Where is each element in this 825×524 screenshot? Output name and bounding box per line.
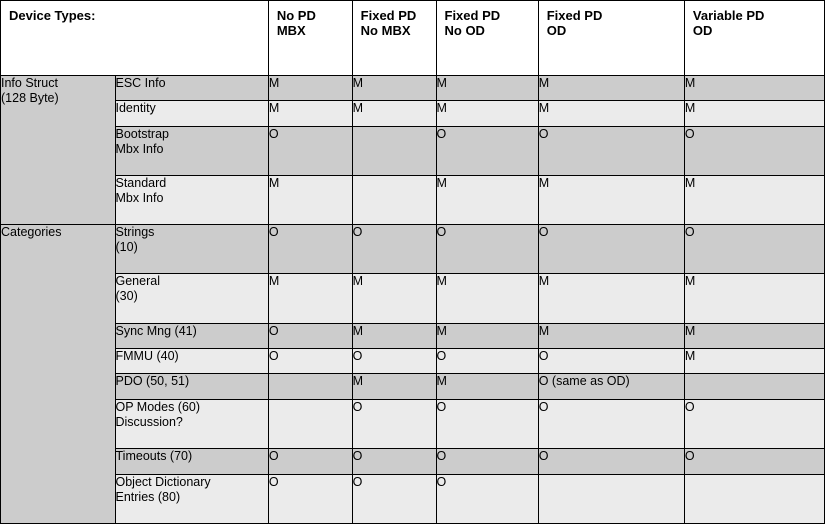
- value-cell: O: [352, 474, 436, 523]
- value-cell: M: [436, 274, 538, 323]
- row-label-line2: Discussion?: [115, 414, 183, 429]
- group-label-line1: Info Struct: [1, 75, 58, 90]
- device-column-header-3-line2: OD: [546, 23, 567, 38]
- value-cell: O: [268, 474, 352, 523]
- value-cell: M: [352, 75, 436, 100]
- table-row: [1, 75, 825, 100]
- row-label-line1: Strings: [115, 225, 155, 240]
- table-row: [1, 349, 825, 374]
- device-column-header-0-line1: No PD: [276, 8, 316, 23]
- value-cell: O: [268, 323, 352, 348]
- value-cell: O: [684, 126, 824, 175]
- value-cell: O: [268, 349, 352, 374]
- group-label-cell-0: [1, 75, 116, 224]
- row-label-cell: [115, 399, 268, 448]
- row-label-line2: (10): [115, 240, 138, 255]
- value-cell: M: [436, 374, 538, 399]
- row-label-line1: Standard: [115, 175, 167, 190]
- value-cell: M: [268, 274, 352, 323]
- value-cell: O: [538, 349, 684, 374]
- row-label-cell: [115, 101, 268, 126]
- device-column-header-4: [684, 1, 824, 76]
- table-row: [1, 126, 825, 175]
- table-header-row: [1, 1, 825, 76]
- table-row: [1, 274, 825, 323]
- value-cell: O: [538, 399, 684, 448]
- value-cell: [352, 126, 436, 175]
- value-cell: M: [684, 75, 824, 100]
- table-row: [1, 374, 825, 399]
- value-cell: O: [268, 449, 352, 474]
- value-cell: M: [268, 175, 352, 224]
- row-label-cell: [115, 225, 268, 274]
- device-column-header-1-line1: Fixed PD: [360, 8, 417, 23]
- value-cell: M: [684, 323, 824, 348]
- device-column-header-4-line1: Variable PD: [692, 8, 765, 23]
- value-cell: O: [352, 225, 436, 274]
- row-label-line1: Bootstrap: [115, 126, 170, 141]
- value-cell: O: [352, 399, 436, 448]
- row-label-line2: Entries (80): [115, 489, 181, 504]
- row-label-line2: Mbx Info: [115, 190, 164, 205]
- device-column-header-0-line2: MBX: [276, 23, 306, 38]
- table-row: [1, 225, 825, 274]
- row-label-cell: [115, 274, 268, 323]
- value-cell: O: [436, 126, 538, 175]
- value-cell: O: [352, 349, 436, 374]
- value-cell: M: [436, 75, 538, 100]
- row-label-line1: ESC Info: [115, 75, 166, 90]
- group-label-cell-1: [1, 225, 116, 524]
- row-label-cell: [115, 349, 268, 374]
- table-row: [1, 101, 825, 126]
- row-label-line1: OP Modes (60): [115, 399, 201, 414]
- value-cell: M: [436, 175, 538, 224]
- row-label-cell: [115, 374, 268, 399]
- row-label-line2: Mbx Info: [115, 141, 164, 156]
- row-label-line1: Timeouts (70): [115, 449, 193, 464]
- row-label-cell: [115, 75, 268, 100]
- value-cell: O: [268, 126, 352, 175]
- value-cell: O: [684, 399, 824, 448]
- row-label-line1: PDO (50, 51): [115, 374, 190, 389]
- table-row: [1, 474, 825, 523]
- value-cell: M: [684, 274, 824, 323]
- value-cell: M: [352, 374, 436, 399]
- value-cell: M: [538, 175, 684, 224]
- device-column-header-2: [436, 1, 538, 76]
- value-cell: M: [684, 101, 824, 126]
- value-cell: M: [538, 75, 684, 100]
- row-label-line1: General: [115, 274, 160, 289]
- value-cell: O: [436, 399, 538, 448]
- value-cell: O: [436, 449, 538, 474]
- device-column-header-1: [352, 1, 436, 76]
- value-cell: M: [352, 323, 436, 348]
- value-cell: O: [436, 474, 538, 523]
- row-label-cell: [115, 126, 268, 175]
- table-row: [1, 323, 825, 348]
- value-cell: M: [352, 101, 436, 126]
- device-column-header-3: [538, 1, 684, 76]
- value-cell: [538, 474, 684, 523]
- table-row: [1, 449, 825, 474]
- value-cell: M: [268, 75, 352, 100]
- device-column-header-1-line2: No MBX: [360, 23, 411, 38]
- group-label-line2: (128 Byte): [1, 90, 59, 105]
- device-column-header-0: [268, 1, 352, 76]
- group-label-line1: Categories: [1, 225, 62, 240]
- device-column-header-2-line2: No OD: [444, 23, 485, 38]
- row-label-cell: [115, 175, 268, 224]
- value-cell: O: [352, 449, 436, 474]
- value-cell: M: [538, 274, 684, 323]
- value-cell: M: [268, 101, 352, 126]
- value-cell: O: [436, 349, 538, 374]
- value-cell: [684, 374, 824, 399]
- row-label-line1: FMMU (40): [115, 349, 179, 364]
- device-column-header-3-line1: Fixed PD: [546, 8, 603, 23]
- row-label-cell: [115, 323, 268, 348]
- table-row: [1, 175, 825, 224]
- device-column-header-4-line2: OD: [692, 23, 713, 38]
- value-cell: O: [268, 225, 352, 274]
- value-cell: O: [684, 449, 824, 474]
- value-cell: M: [436, 101, 538, 126]
- value-cell: M: [538, 101, 684, 126]
- value-cell: [268, 374, 352, 399]
- value-cell: M: [684, 349, 824, 374]
- row-label-cell: [115, 474, 268, 523]
- value-cell: M: [352, 274, 436, 323]
- value-cell: [268, 399, 352, 448]
- value-cell: O (same as OD): [538, 374, 684, 399]
- row-label-cell: [115, 449, 268, 474]
- corner-label-cell: [1, 1, 269, 76]
- table-row: [1, 399, 825, 448]
- value-cell: M: [538, 323, 684, 348]
- value-cell: O: [538, 126, 684, 175]
- value-cell: [684, 474, 824, 523]
- row-label-line2: (30): [115, 289, 138, 304]
- value-cell: O: [538, 449, 684, 474]
- value-cell: M: [684, 175, 824, 224]
- value-cell: M: [436, 323, 538, 348]
- device-column-header-2-line1: Fixed PD: [444, 8, 501, 23]
- row-label-line1: Object Dictionary: [115, 474, 211, 489]
- value-cell: [352, 175, 436, 224]
- row-label-line1: Identity: [115, 101, 156, 116]
- value-cell: O: [436, 225, 538, 274]
- row-label-line1: Sync Mng (41): [115, 323, 197, 338]
- corner-label: Device Types:: [9, 8, 96, 23]
- value-cell: O: [684, 225, 824, 274]
- value-cell: O: [538, 225, 684, 274]
